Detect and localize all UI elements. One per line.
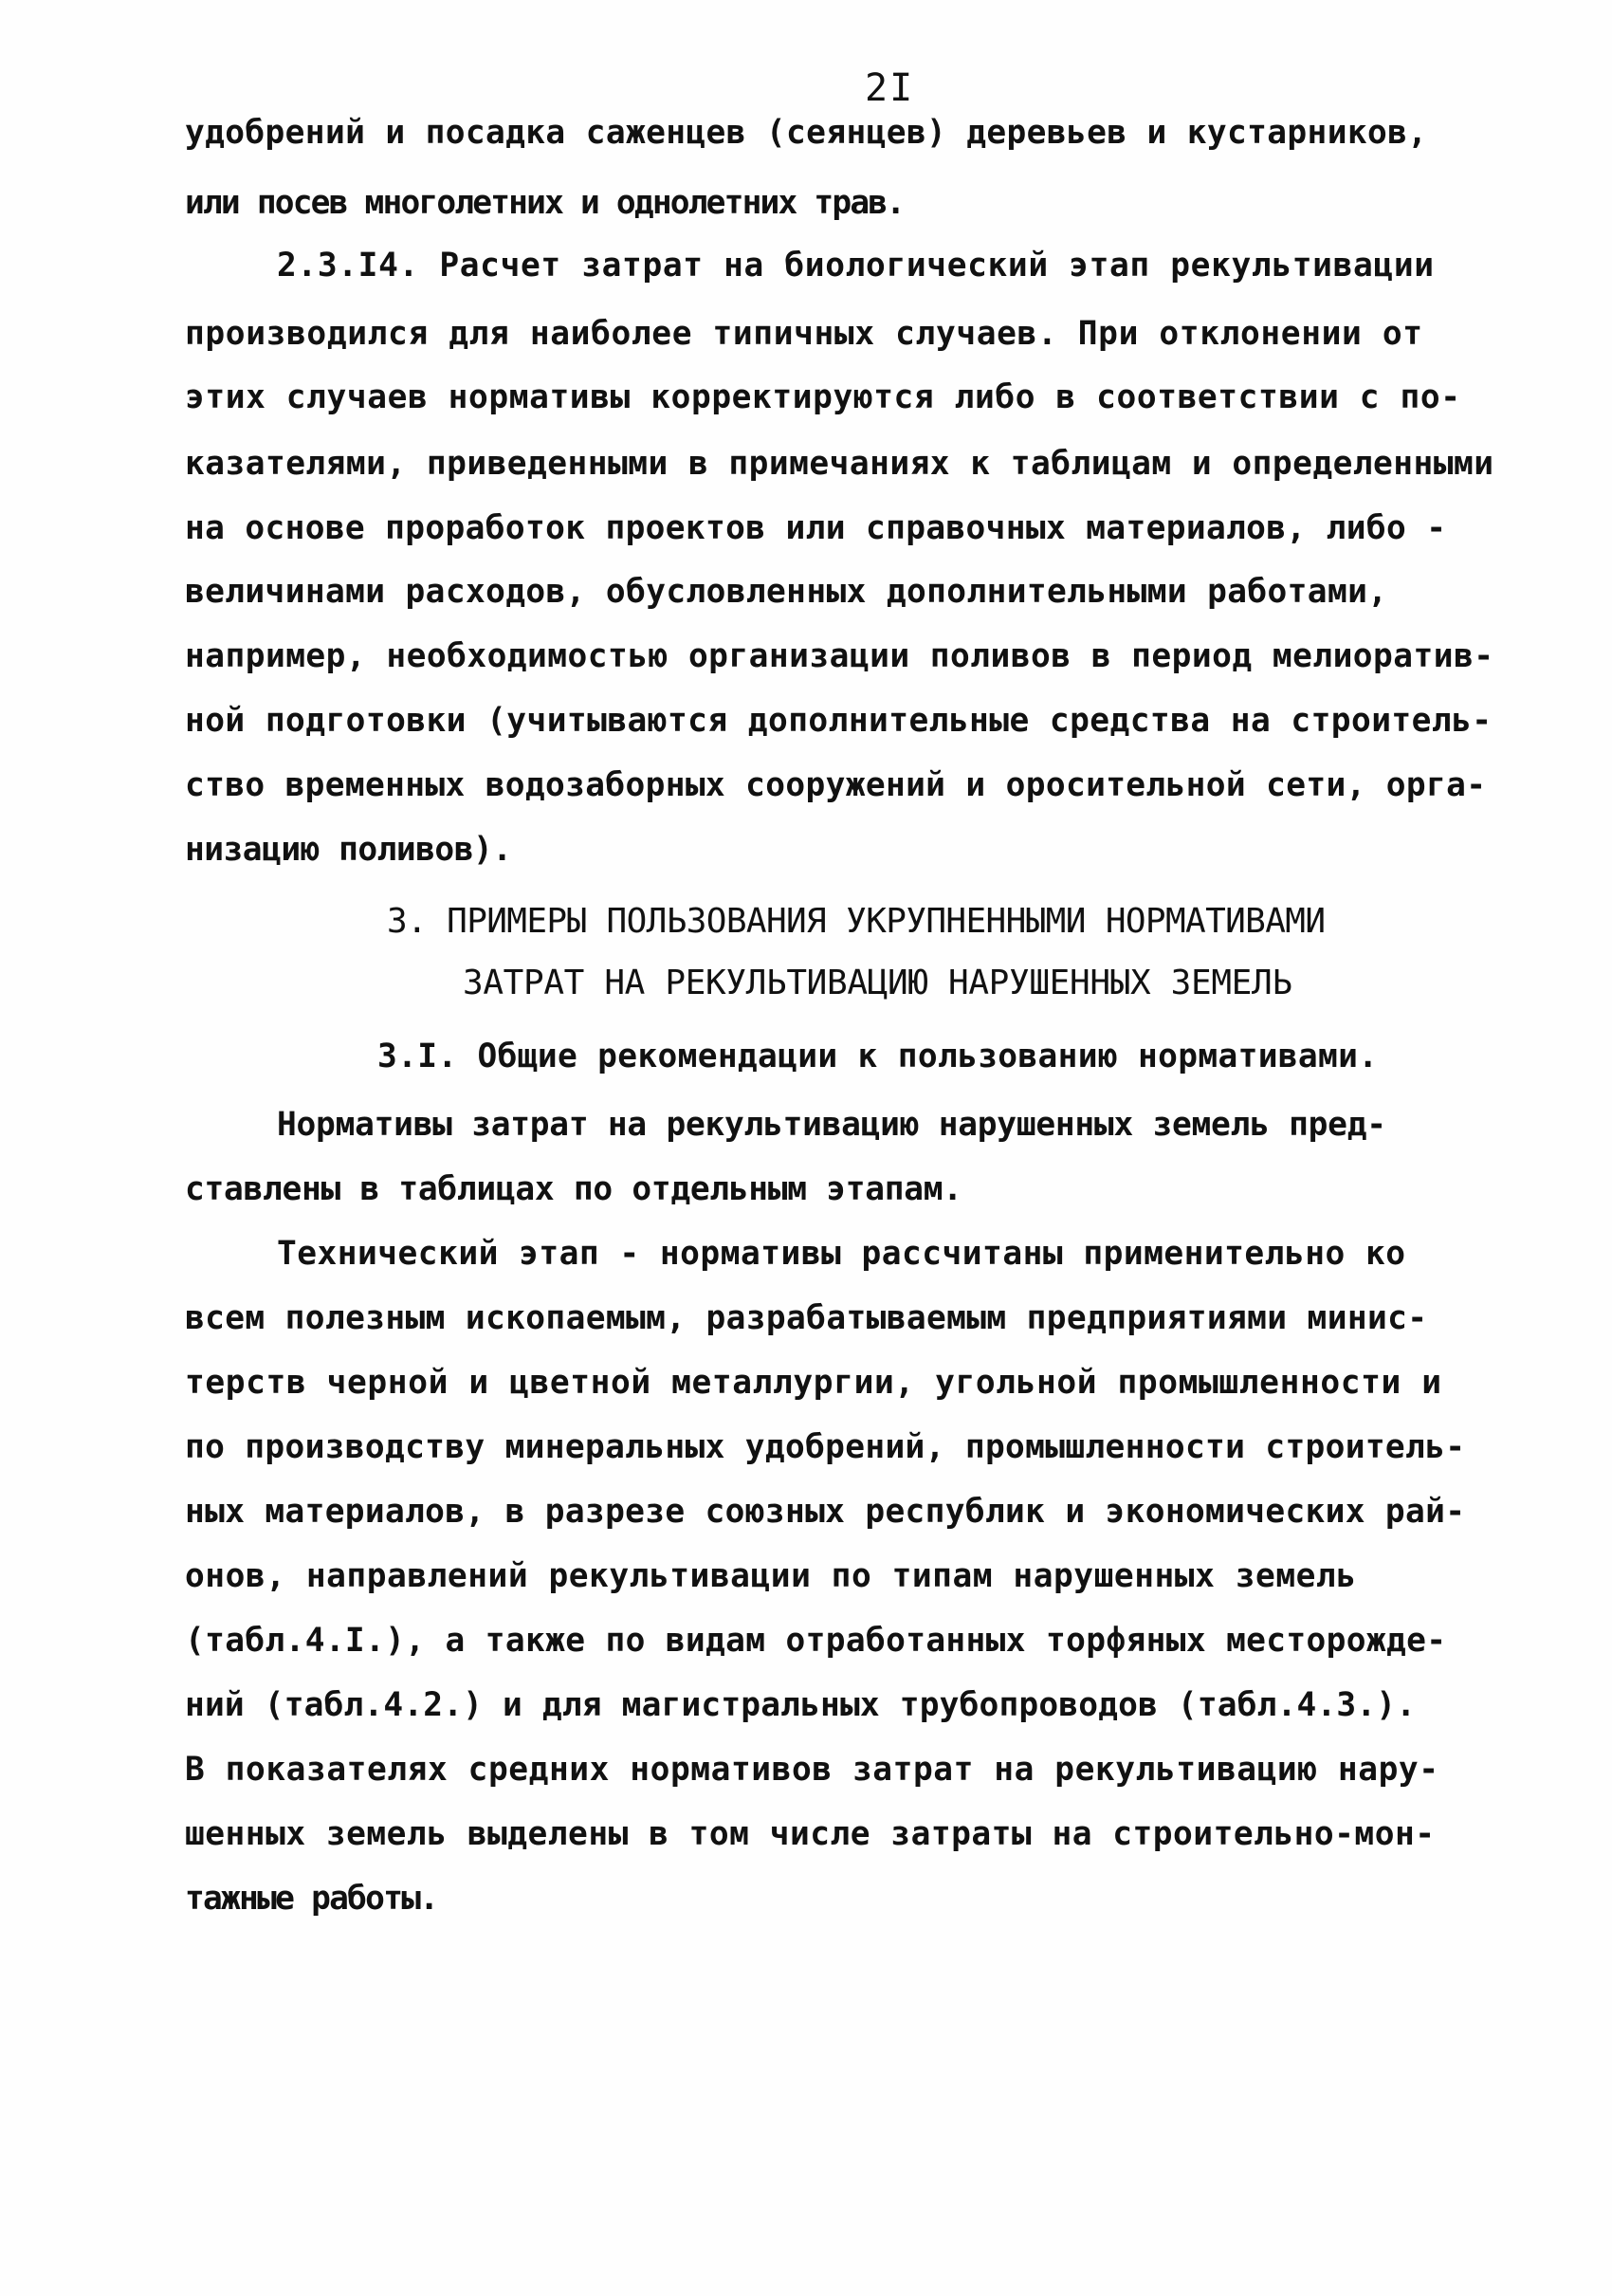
text-line: ство временных водозаборных сооружений и оросительной сети, орга- (185, 766, 1487, 804)
text-line: производился для наиболее типичных случаев. При отклонении от (185, 315, 1423, 353)
text-line: ной подготовки (учитываются дополнительные средства на строитель- (185, 702, 1493, 740)
text-line: например, необходимостью организации поливов в период мелиоратив- (185, 637, 1494, 675)
text-line: ставлены в таблицах по отдельным этапам. (185, 1170, 962, 1208)
text-line: этих случаев нормативы корректируются либо в соответствии с по- (185, 378, 1461, 416)
text-line: по производству минеральных удобрений, промышленности строитель- (185, 1428, 1466, 1466)
text-line: тажные работы. (185, 1880, 438, 1918)
page-number: 2I (865, 66, 915, 110)
text-line: ний (табл.4.2.) и для магистральных трубопроводов (табл.4.3.). (185, 1686, 1417, 1724)
text-line: Нормативы затрат на рекультивацию нарушенных земель пред- (277, 1106, 1386, 1144)
text-line: Технический этап - нормативы рассчитаны применительно ко (277, 1235, 1406, 1273)
text-line: 2.3.I4. Расчет затрат на биологический этап рекультивации (277, 247, 1435, 285)
text-line: удобрений и посадка саженцев (сеянцев) деревьев и кустарников, (185, 114, 1428, 152)
text-line: ных материалов, в разрезе союзных республик и экономических рай- (185, 1493, 1466, 1531)
section-heading-line: ЗАТРАТ НА РЕКУЛЬТИВАЦИЮ НАРУШЕННЫХ ЗЕМЕЛЬ (463, 964, 1292, 1002)
text-line: всем полезным ископаемым, разрабатываемым предприятиями минис- (185, 1299, 1428, 1337)
text-line: шенных земель выделены в том числе затраты на строительно-мон- (185, 1815, 1436, 1853)
text-line: В показателях средних нормативов затрат на рекультивацию нару- (185, 1751, 1439, 1789)
text-line: низацию поливов). (185, 831, 512, 869)
text-line: (табл.4.I.), а также по видам отработанных торфяных месторожде- (185, 1622, 1447, 1660)
text-line: казателями, приведенными в примечаниях к таблицам и определенными (185, 445, 1494, 483)
text-line: терств черной и цветной металлургии, угольной промышленности и (185, 1364, 1442, 1402)
text-line: величинами расходов, обусловленных дополнительными работами, (185, 573, 1388, 611)
text-line: 3.I. Общие рекомендации к пользованию нормативами. (377, 1038, 1379, 1075)
text-line: онов, направлений рекультивации по типам нарушенных земель (185, 1557, 1357, 1595)
section-heading-line: 3. ПРИМЕРЫ ПОЛЬЗОВАНИЯ УКРУПНЕННЫМИ НОРМАТИВАМИ (387, 902, 1326, 941)
text-line: или посев многолетних и однолетних трав. (185, 184, 905, 222)
text-line: на основе проработок проектов или справочных материалов, либо - (185, 509, 1447, 547)
